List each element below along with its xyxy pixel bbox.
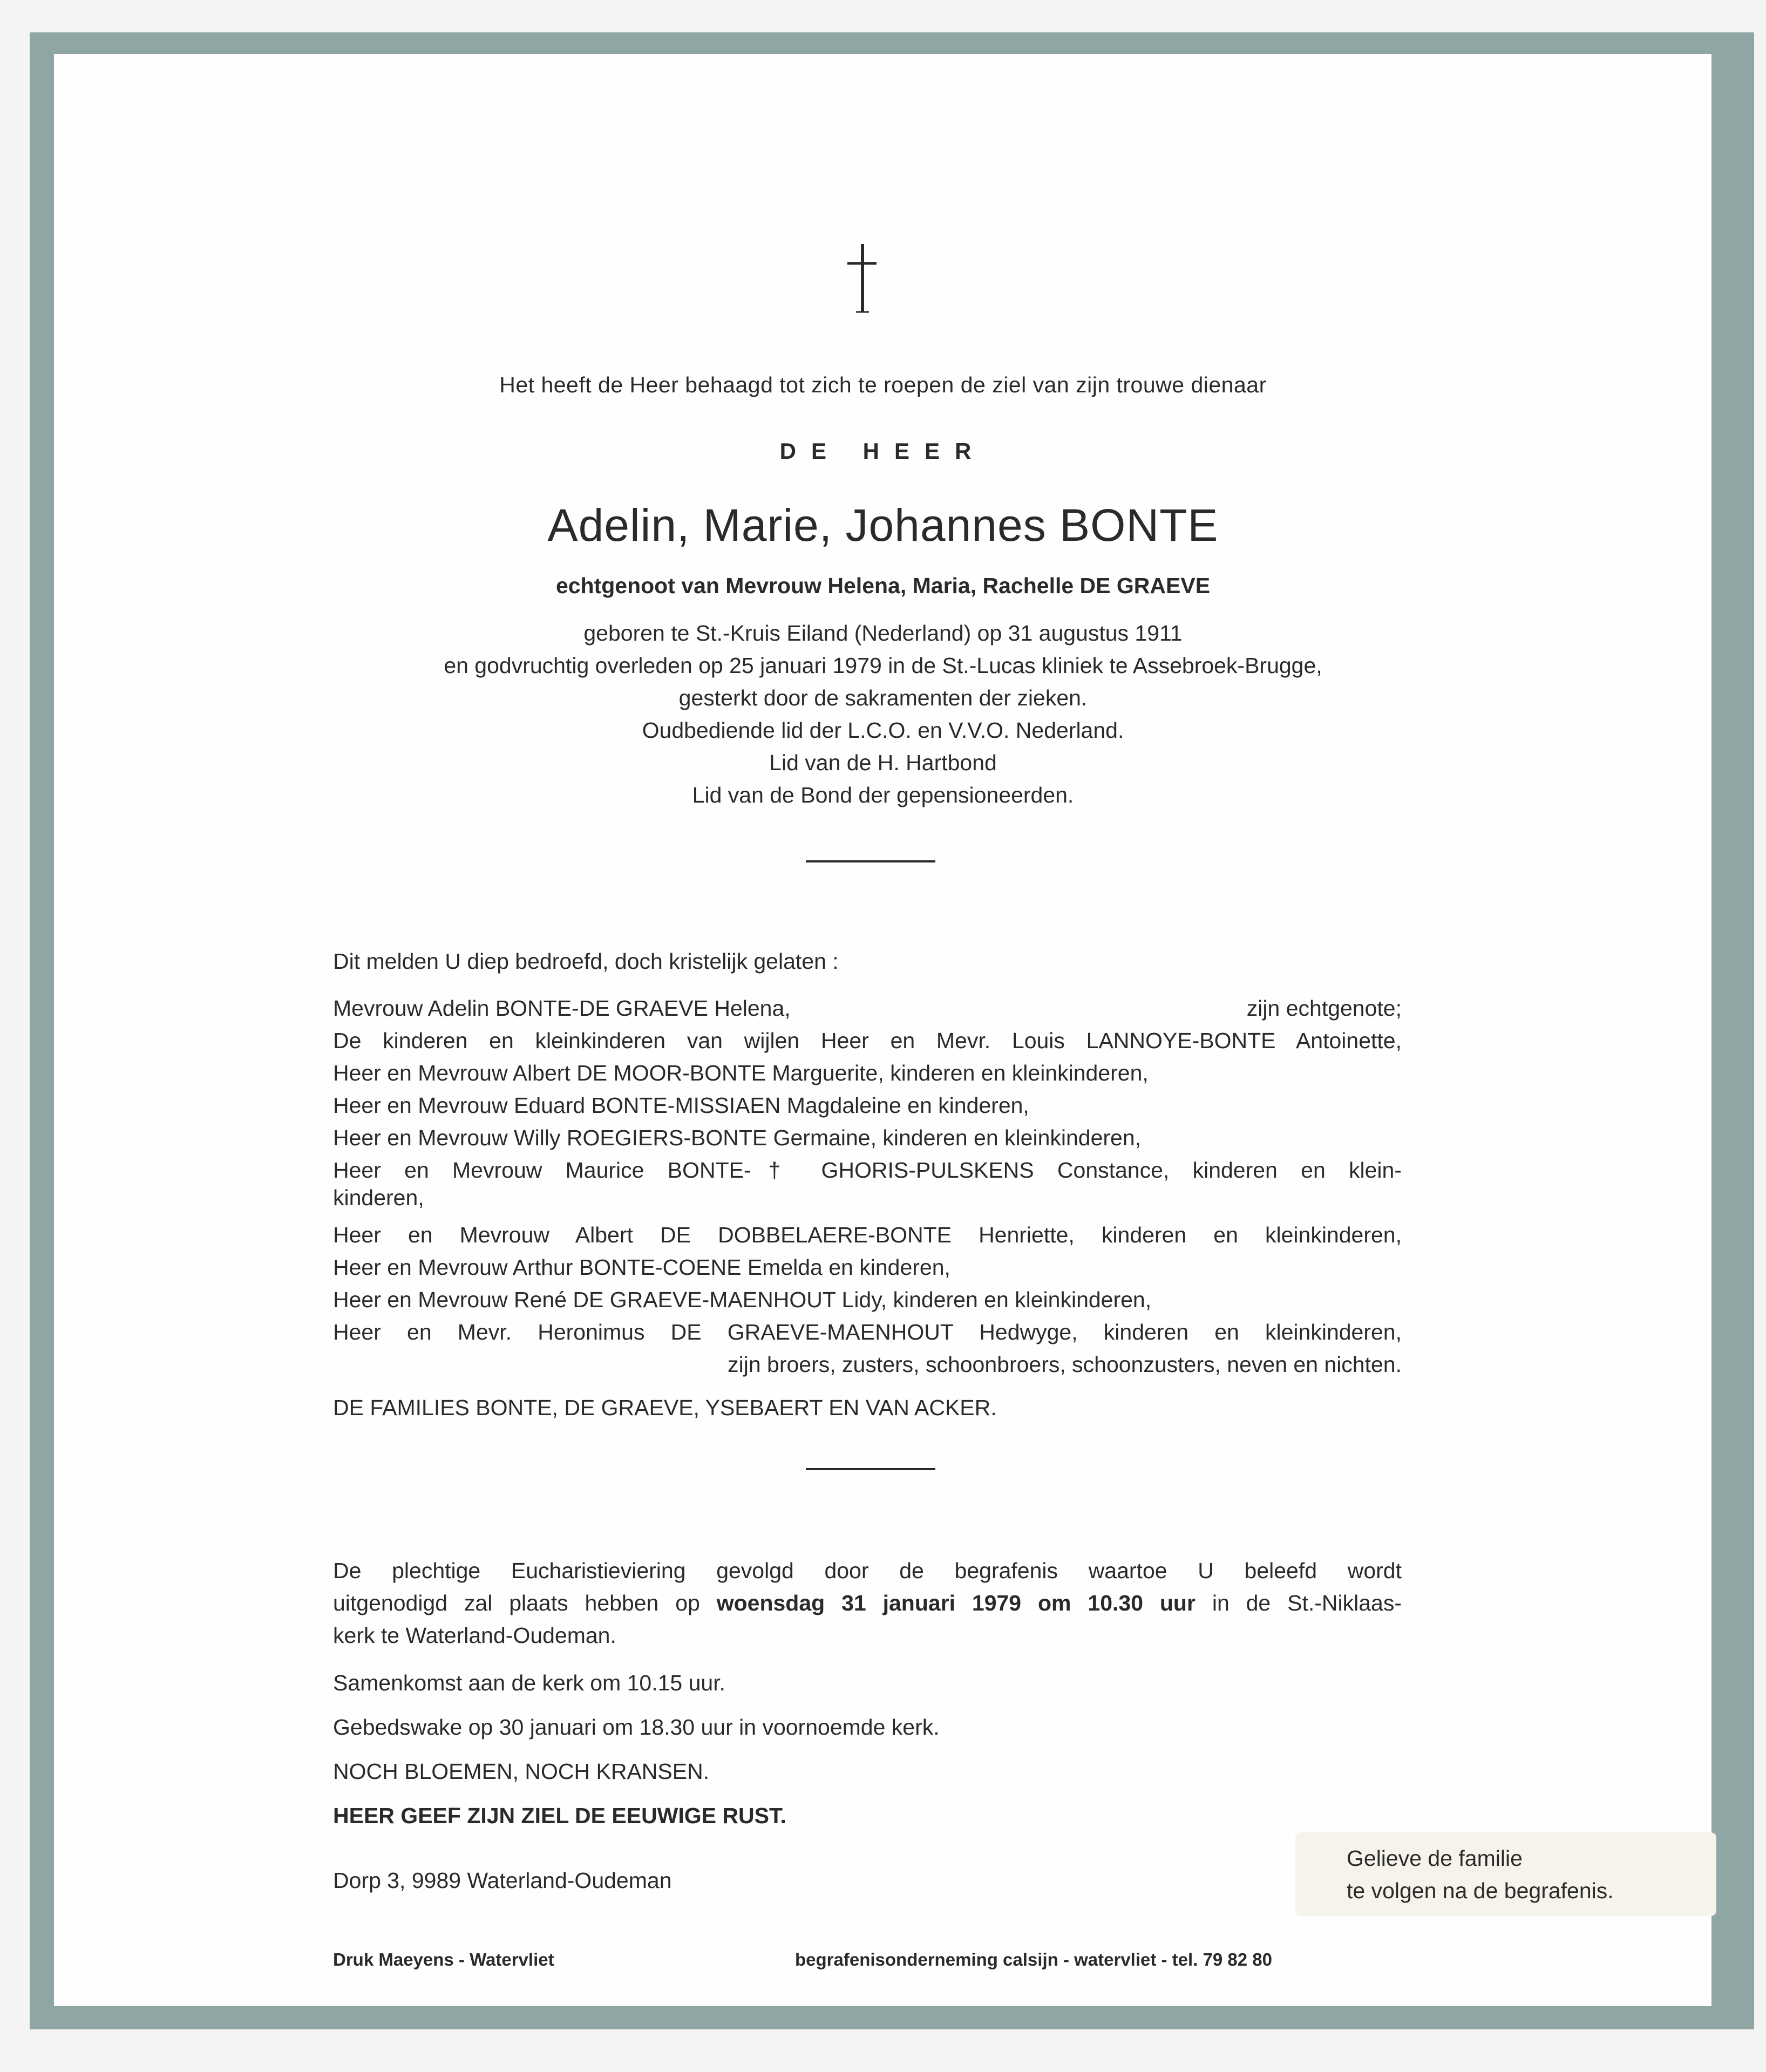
ceremony-text: in de St.-Niklaas- [1195,1591,1402,1615]
list-item: De kinderen en kleinkinderen van wijlen Heer en Mevr. Louis LANNOYE-BONTE Antoinette, [333,1028,1402,1053]
bio-line: Lid van de Bond der gepensioneerden. [692,783,1074,807]
family-address: Dorp 3, 9989 Waterland-Oudeman [333,1868,672,1893]
ceremony-line: De plechtige Eucharistieviering gevolgd door de begrafenis waartoe U beleefd wordt [333,1558,1402,1583]
ceremony-line: kerk te Waterland-Oudeman. [333,1623,616,1648]
note-line: Gelieve de familie [1347,1846,1523,1871]
bio-line: geboren te St.-Kruis Eiland (Nederland) op 31 augustus 1911 [583,621,1183,646]
list-item: Heer en Mevrouw Albert DE DOBBELAERE-BONTE Henriette, kinderen en kleinkinderen, [333,1222,1402,1247]
divider [806,1468,935,1470]
closing-prayer: HEER GEEF ZIJN ZIEL DE EEUWIGE RUST. [333,1803,786,1828]
ceremony-text: uitgenodigd zal plaats hebben op [333,1591,717,1615]
bio-line: en godvruchtig overleden op 25 januari 1979 in de St.-Lucas kliniek te Assebroek-Brugge, [444,653,1322,678]
bio-line: Oudbediende lid der L.C.O. en V.V.O. Nederland. [642,718,1124,743]
ceremony-line [333,1587,1402,1619]
list-item: Heer en Mevrouw Eduard BONTE-MISSIAEN Magdaleine en kinderen, [333,1093,1029,1118]
family-list [333,992,1402,1424]
follow-family-label [1295,1832,1716,1916]
printer-credit: Druk Maeyens - Watervliet [333,1949,554,1969]
no-flowers-note: NOCH BLOEMEN, NOCH KRANSEN. [333,1759,710,1784]
biography [0,617,1766,811]
note-line: te volgen na de begrafenis. [1347,1878,1614,1903]
widow-relation: zijn echtgenote; [1246,996,1402,1021]
ceremony-paragraph [333,1554,1402,1652]
list-item: Heer en Mevrouw Arthur BONTE-COENE Emelda en kinderen, [333,1255,950,1280]
widow-name: Mevrouw Adelin BONTE-DE GRAEVE Helena, [333,996,791,1021]
cross-icon [845,243,878,313]
list-item [333,992,1402,1024]
ceremony-date: woensdag 31 januari 1979 om 10.30 uur [716,1591,1196,1615]
list-item: Heer en Mevrouw Maurice BONTE-† GHORIS-PULSKENS Constance, kinderen en klein- [333,1158,1402,1183]
title-prefix: DE HEER [779,438,987,464]
list-item: Heer en Mevrouw René DE GRAEVE-MAENHOUT Lidy, kinderen en kleinkinderen, [333,1287,1152,1312]
families-line: DE FAMILIES BONTE, DE GRAEVE, YSEBAERT EN VAN ACKER. [333,1395,997,1420]
deceased-name: Adelin, Marie, Johannes BONTE [547,500,1219,551]
announcement-intro: Het heeft de Heer behaagd tot zich te roepen de ziel van zijn trouwe dienaar [499,372,1267,397]
bio-line: gesterkt door de sakramenten der zieken. [678,685,1088,710]
family-intro: Dit melden U diep bedroefd, doch kristelijk gelaten : [333,949,839,974]
list-item: kinderen, [333,1185,424,1210]
list-item: Heer en Mevrouw Albert DE MOOR-BONTE Marguerite, kinderen en kleinkinderen, [333,1061,1149,1085]
list-item: Heer en Mevr. Heronimus DE GRAEVE-MAENHOUT Hedwyge, kinderen en kleinkinderen, [333,1320,1402,1344]
gathering-note: Samenkomst aan de kerk om 10.15 uur. [333,1670,726,1695]
undertaker-credit: begrafenisonderneming calsijn - watervliet - tel. 79 82 80 [795,1949,1272,1969]
bio-line: Lid van de H. Hartbond [769,750,997,775]
divider [806,860,935,862]
list-item: Heer en Mevrouw Willy ROEGIERS-BONTE Germaine, kinderen en kleinkinderen, [333,1125,1142,1150]
spouse-line: echtgenoot van Mevrouw Helena, Maria, Rachelle DE GRAEVE [555,573,1211,598]
relatives-summary: zijn broers, zusters, schoonbroers, schoonzusters, neven en nichten. [728,1352,1402,1377]
wake-note: Gebedswake op 30 januari om 18.30 uur in voornoemde kerk. [333,1715,940,1740]
